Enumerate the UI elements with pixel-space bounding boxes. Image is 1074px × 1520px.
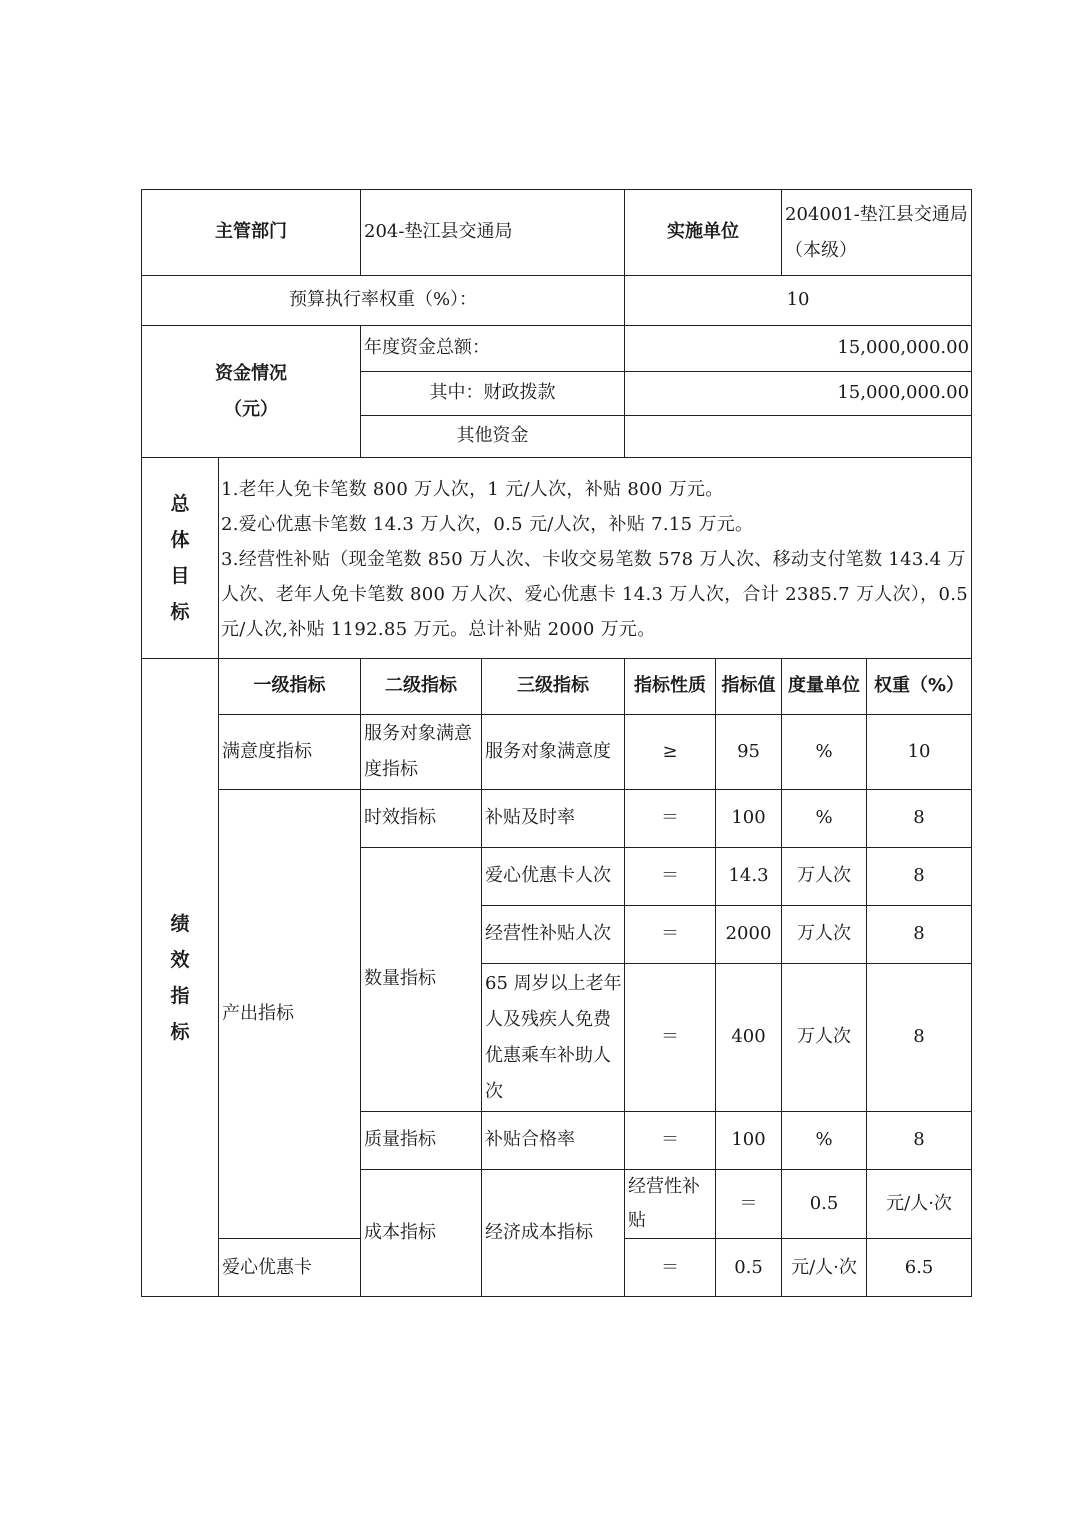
indicator-name: 补贴及时率 [482, 790, 625, 848]
indicator-value: 0.5 [782, 1170, 867, 1239]
indicator-unit: 万人次 [782, 964, 867, 1112]
indicator-weight: 8 [867, 964, 972, 1112]
goals-label [142, 458, 219, 659]
funds-total-row [142, 326, 972, 372]
budget-rate-label: 预算执行率权重（%）： [142, 276, 625, 326]
column-header: 三级指标 [482, 659, 625, 715]
column-header: 度量单位 [782, 659, 867, 715]
indicators-label [142, 659, 219, 1297]
funds-other-label: 其他资金 [361, 416, 625, 458]
funds-fiscal-label: 其中：财政拨款 [361, 372, 625, 416]
funds-label-line2: （元） [224, 398, 278, 420]
indicator-value: 14.3 [716, 848, 782, 906]
indicator-name: 爱心优惠卡 [219, 1239, 361, 1297]
column-header: 二级指标 [361, 659, 482, 715]
goal-item: 1.老年人免卡笔数 800 万人次，1 元/人次，补贴 800 万元。 [221, 478, 724, 500]
indicator-weight: 8 [867, 790, 972, 848]
column-header: 指标性质 [625, 659, 716, 715]
indicator-value: 2000 [716, 906, 782, 964]
goals-content [219, 458, 972, 659]
indicator-nature: ＝ [716, 1170, 782, 1239]
indicators-label-char: 标 [170, 1020, 190, 1043]
indicator-value: 100 [716, 1112, 782, 1170]
indicator-name: 经营性补贴人次 [482, 906, 625, 964]
funds-total-value: 15,000,000.00 [625, 326, 972, 372]
indicator-unit: 万人次 [782, 906, 867, 964]
level1-cost: 成本指标 [361, 1170, 482, 1297]
goals-label-char: 体 [170, 529, 190, 551]
indicator-unit: % [782, 1112, 867, 1170]
level1-output: 产出指标 [219, 790, 361, 1239]
header-row [142, 190, 972, 276]
level2-economic: 经济成本指标 [482, 1170, 625, 1297]
unit-value: 204001-垫江县交通局（本级） [782, 190, 972, 276]
indicator-nature: ≥ [625, 715, 716, 790]
level1-satisfaction: 满意度指标 [219, 715, 361, 790]
unit-label: 实施单位 [625, 190, 782, 276]
indicator-nature: ＝ [625, 848, 716, 906]
indicator-name: 爱心优惠卡人次 [482, 848, 625, 906]
indicator-unit: % [782, 715, 867, 790]
goals-label-char: 目 [170, 565, 190, 587]
column-header: 指标值 [716, 659, 782, 715]
indicator-value: 400 [716, 964, 782, 1112]
indicator-unit: 元/人·次 [867, 1170, 972, 1239]
indicator-unit: % [782, 790, 867, 848]
funds-other-value [625, 416, 972, 458]
funds-label-line1: 资金情况 [215, 362, 287, 384]
column-header: 一级指标 [219, 659, 361, 715]
indicator-weight: 8 [867, 906, 972, 964]
indicator-unit: 万人次 [782, 848, 867, 906]
level2-timeliness: 时效指标 [361, 790, 482, 848]
level2-service: 服务对象满意度指标 [361, 715, 482, 790]
indicators-header-row [142, 659, 972, 715]
indicator-nature: ＝ [625, 964, 716, 1112]
goal-item: 3.经营性补贴（现金笔数 850 万人次、卡收交易笔数 578 万人次、移动支付笔数 143.4 万人次、老年人免卡笔数 800 万人次、爱心优惠卡 14.3 万人次，合计 2385.7 万人次），0.5 元/人次,补贴 1192.85 万元。总计补贴 2000 万元。 [221, 548, 968, 640]
indicators-label-char: 指 [170, 984, 190, 1007]
indicators-label-char: 绩 [170, 912, 190, 935]
indicator-weight: 10 [867, 715, 972, 790]
budget-rate-value: 10 [625, 276, 972, 326]
table-row [142, 790, 972, 848]
goal-item: 2.爱心优惠卡笔数 14.3 万人次，0.5 元/人次，补贴 7.15 万元。 [221, 513, 754, 535]
funds-label [142, 326, 361, 458]
indicator-weight: 8 [867, 848, 972, 906]
goals-label-char: 总 [170, 493, 190, 515]
indicator-name: 服务对象满意度 [482, 715, 625, 790]
form-table [141, 189, 972, 1297]
indicator-weight: 8 [867, 1112, 972, 1170]
goals-label-char: 标 [170, 601, 190, 623]
indicator-name: 65 周岁以上老年人及残疾人免费优惠乘车补助人次 [482, 964, 625, 1112]
indicator-weight: 6.5 [867, 1239, 972, 1297]
indicator-nature: ＝ [625, 1239, 716, 1297]
level2-quality: 质量指标 [361, 1112, 482, 1170]
column-header: 权重（%） [867, 659, 972, 715]
budget-rate-row [142, 276, 972, 326]
dept-value: 204-垫江县交通局 [361, 190, 625, 276]
performance-target-form [141, 189, 971, 1297]
table-row [142, 715, 972, 790]
indicator-nature: ＝ [625, 790, 716, 848]
level2-quantity: 数量指标 [361, 848, 482, 1112]
indicator-nature: ＝ [625, 1112, 716, 1170]
indicator-unit: 元/人·次 [782, 1239, 867, 1297]
indicator-nature: ＝ [625, 906, 716, 964]
indicator-name: 经营性补贴 [625, 1170, 716, 1239]
indicator-name: 补贴合格率 [482, 1112, 625, 1170]
indicator-value: 100 [716, 790, 782, 848]
funds-total-label: 年度资金总额： [361, 326, 625, 372]
dept-label: 主管部门 [142, 190, 361, 276]
indicator-value: 0.5 [716, 1239, 782, 1297]
goals-row [142, 458, 972, 659]
indicator-value: 95 [716, 715, 782, 790]
funds-fiscal-value: 15,000,000.00 [625, 372, 972, 416]
indicators-label-char: 效 [170, 948, 190, 971]
